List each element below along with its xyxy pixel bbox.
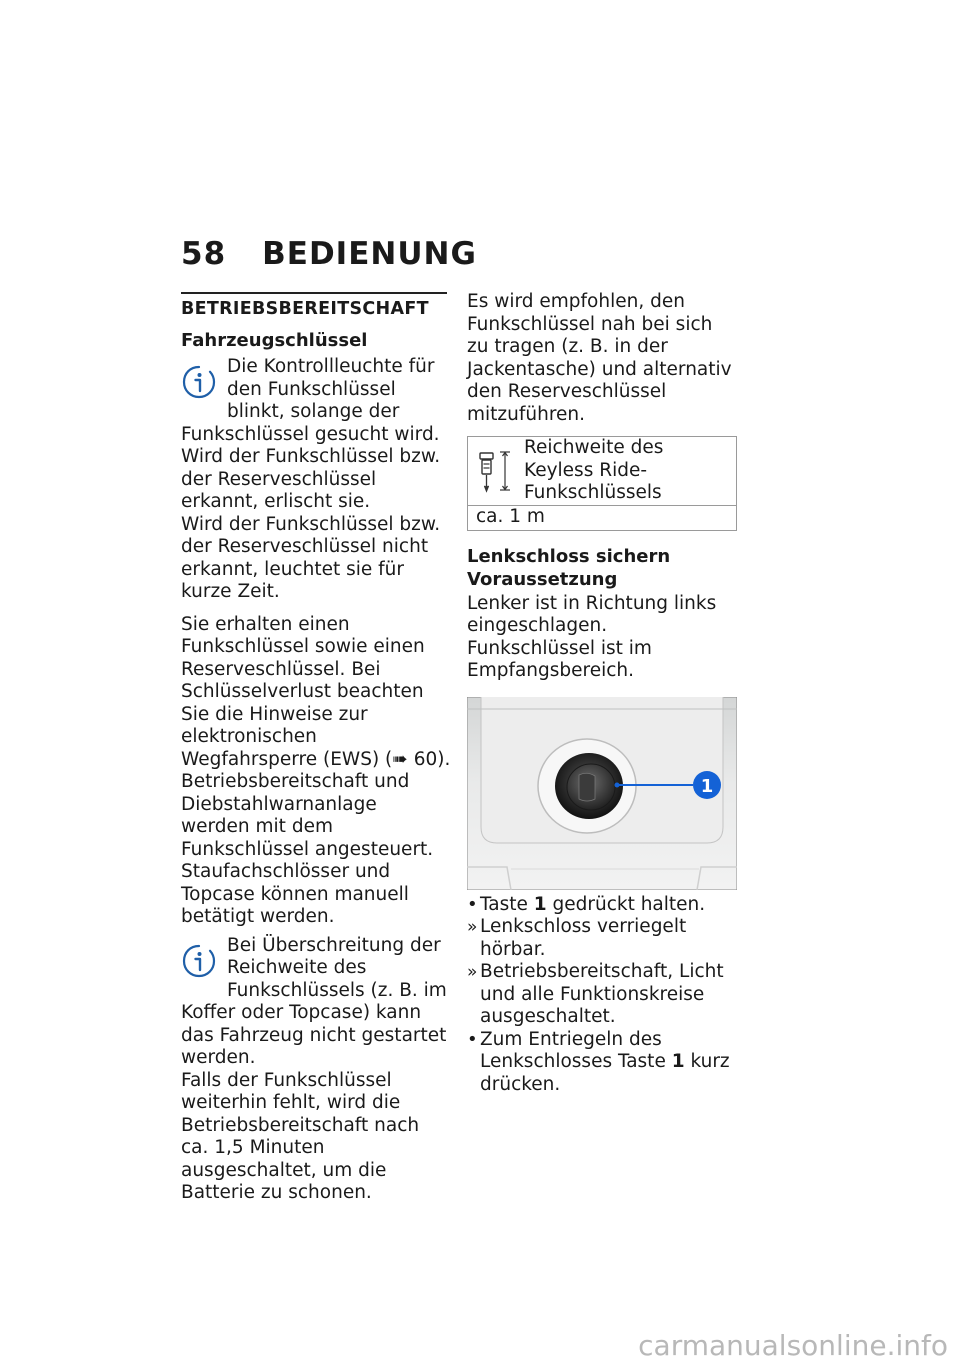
info-icon bbox=[181, 364, 217, 400]
note2-text-1: Bei Überschreitung der Reichweite des Funkschlüssels (z. B. im Koffer oder Topcase) kann das Fahrzeug nicht gestartet werden. bbox=[181, 934, 447, 1068]
info-icon bbox=[181, 943, 217, 979]
page-number: 58 bbox=[181, 236, 227, 272]
step-action-item bbox=[467, 1029, 737, 1097]
step-text: Taste bbox=[480, 893, 534, 915]
bullet-marker: • bbox=[467, 893, 478, 915]
subheading-vehicle-key: Fahrzeugschlüssel bbox=[181, 330, 368, 351]
ignition-button-photo bbox=[467, 697, 737, 890]
step-result-item bbox=[467, 916, 737, 961]
spec-value: ca. 1 m bbox=[468, 505, 737, 530]
result-marker: » bbox=[467, 962, 478, 982]
section-divider bbox=[181, 292, 447, 294]
watermark-text: carmanualsonline.info bbox=[638, 1329, 948, 1362]
result-marker: » bbox=[467, 917, 478, 937]
page-ref-arrow-icon: ➠ bbox=[392, 748, 408, 770]
page-header bbox=[181, 236, 477, 272]
step-text: Lenkschloss verriegelt hörbar. bbox=[480, 916, 687, 960]
step-result-item bbox=[467, 961, 737, 1029]
step-text: Zum Entriegeln des Lenkschlosses Taste bbox=[480, 1028, 672, 1072]
left-column bbox=[181, 298, 451, 1205]
button-reference: 1 bbox=[533, 893, 547, 915]
info-note-1 bbox=[181, 356, 451, 604]
spec-label: Reichweite des Keyless Ride-Funkschlüssels bbox=[524, 437, 664, 503]
step-action-item bbox=[467, 894, 737, 917]
info-note-2 bbox=[181, 935, 451, 1205]
bullet-marker: • bbox=[467, 1028, 478, 1050]
key-info-text-end: ). bbox=[437, 748, 451, 770]
note2-text-2: Falls der Funkschlüssel weiterhin fehlt, wird die Betriebsbereitschaft nach ca. 1,5 Minuten ausgeschaltet, um die Batterie zu schonen. bbox=[181, 1069, 420, 1203]
chapter-title: BEDIENUNG bbox=[262, 236, 477, 272]
right-column bbox=[467, 291, 737, 1096]
button-reference: 1 bbox=[671, 1051, 685, 1072]
photo-callout-1: 1 bbox=[700, 775, 714, 797]
key-info-paragraph bbox=[181, 614, 451, 772]
watermark bbox=[0, 1329, 960, 1362]
note1-text-1: Die Kontrollleuchte für den Funkschlüssel blinkt, solange der Funkschlüssel gesucht wird. bbox=[181, 356, 440, 445]
note1-text-3: Wird der Funkschlüssel bzw. der Reserveschlüssel nicht erkannt, leuchtet sie für kurze Zeit. bbox=[181, 513, 441, 602]
spec-table-header bbox=[468, 437, 737, 506]
precondition-text: Lenker ist in Richtung links eingeschlagen. Funkschlüssel ist im Empfangsbereich. bbox=[467, 592, 717, 681]
operation-paragraph: Betriebsbereitschaft und Diebstahlwarnanlage werden mit dem Funkschlüssel angesteuert. Staufachschlösser und Topcase können manuell betätigt werden. bbox=[181, 771, 434, 927]
precondition-heading: Voraussetzung bbox=[467, 568, 618, 590]
range-dimension-icon bbox=[478, 448, 512, 494]
note1-text-2: Wird der Funkschlüssel bzw. der Reserveschlüssel erkannt, erlischt sie. bbox=[181, 446, 441, 512]
key-info-text: Sie erhalten einen Funkschlüssel sowie einen Reserveschlüssel. Bei Schlüsselverlust beachten Sie die Hinweise zur elektronischen Wegfahrsperre (EWS) ( bbox=[181, 613, 425, 770]
step-text-end: kurz drücken. bbox=[480, 1051, 730, 1095]
steering-lock-heading: Lenkschloss sichern bbox=[467, 545, 671, 567]
section-heading: BETRIEBSBEREITSCHAFT bbox=[181, 299, 429, 319]
page-ref-link[interactable]: 60 bbox=[413, 748, 438, 770]
intro-paragraph: Es wird empfohlen, den Funkschlüssel nah bei sich zu tragen (z. B. in der Jackentasche) und alternativ den Reserveschlüssel mitzuführen. bbox=[467, 291, 732, 425]
steps-list bbox=[467, 894, 737, 1097]
step-text: Betriebsbereitschaft, Licht und alle Funktionskreise ausgeschaltet. bbox=[480, 961, 724, 1027]
step-text-end: gedrückt halten. bbox=[546, 893, 706, 915]
spec-table bbox=[467, 436, 737, 531]
